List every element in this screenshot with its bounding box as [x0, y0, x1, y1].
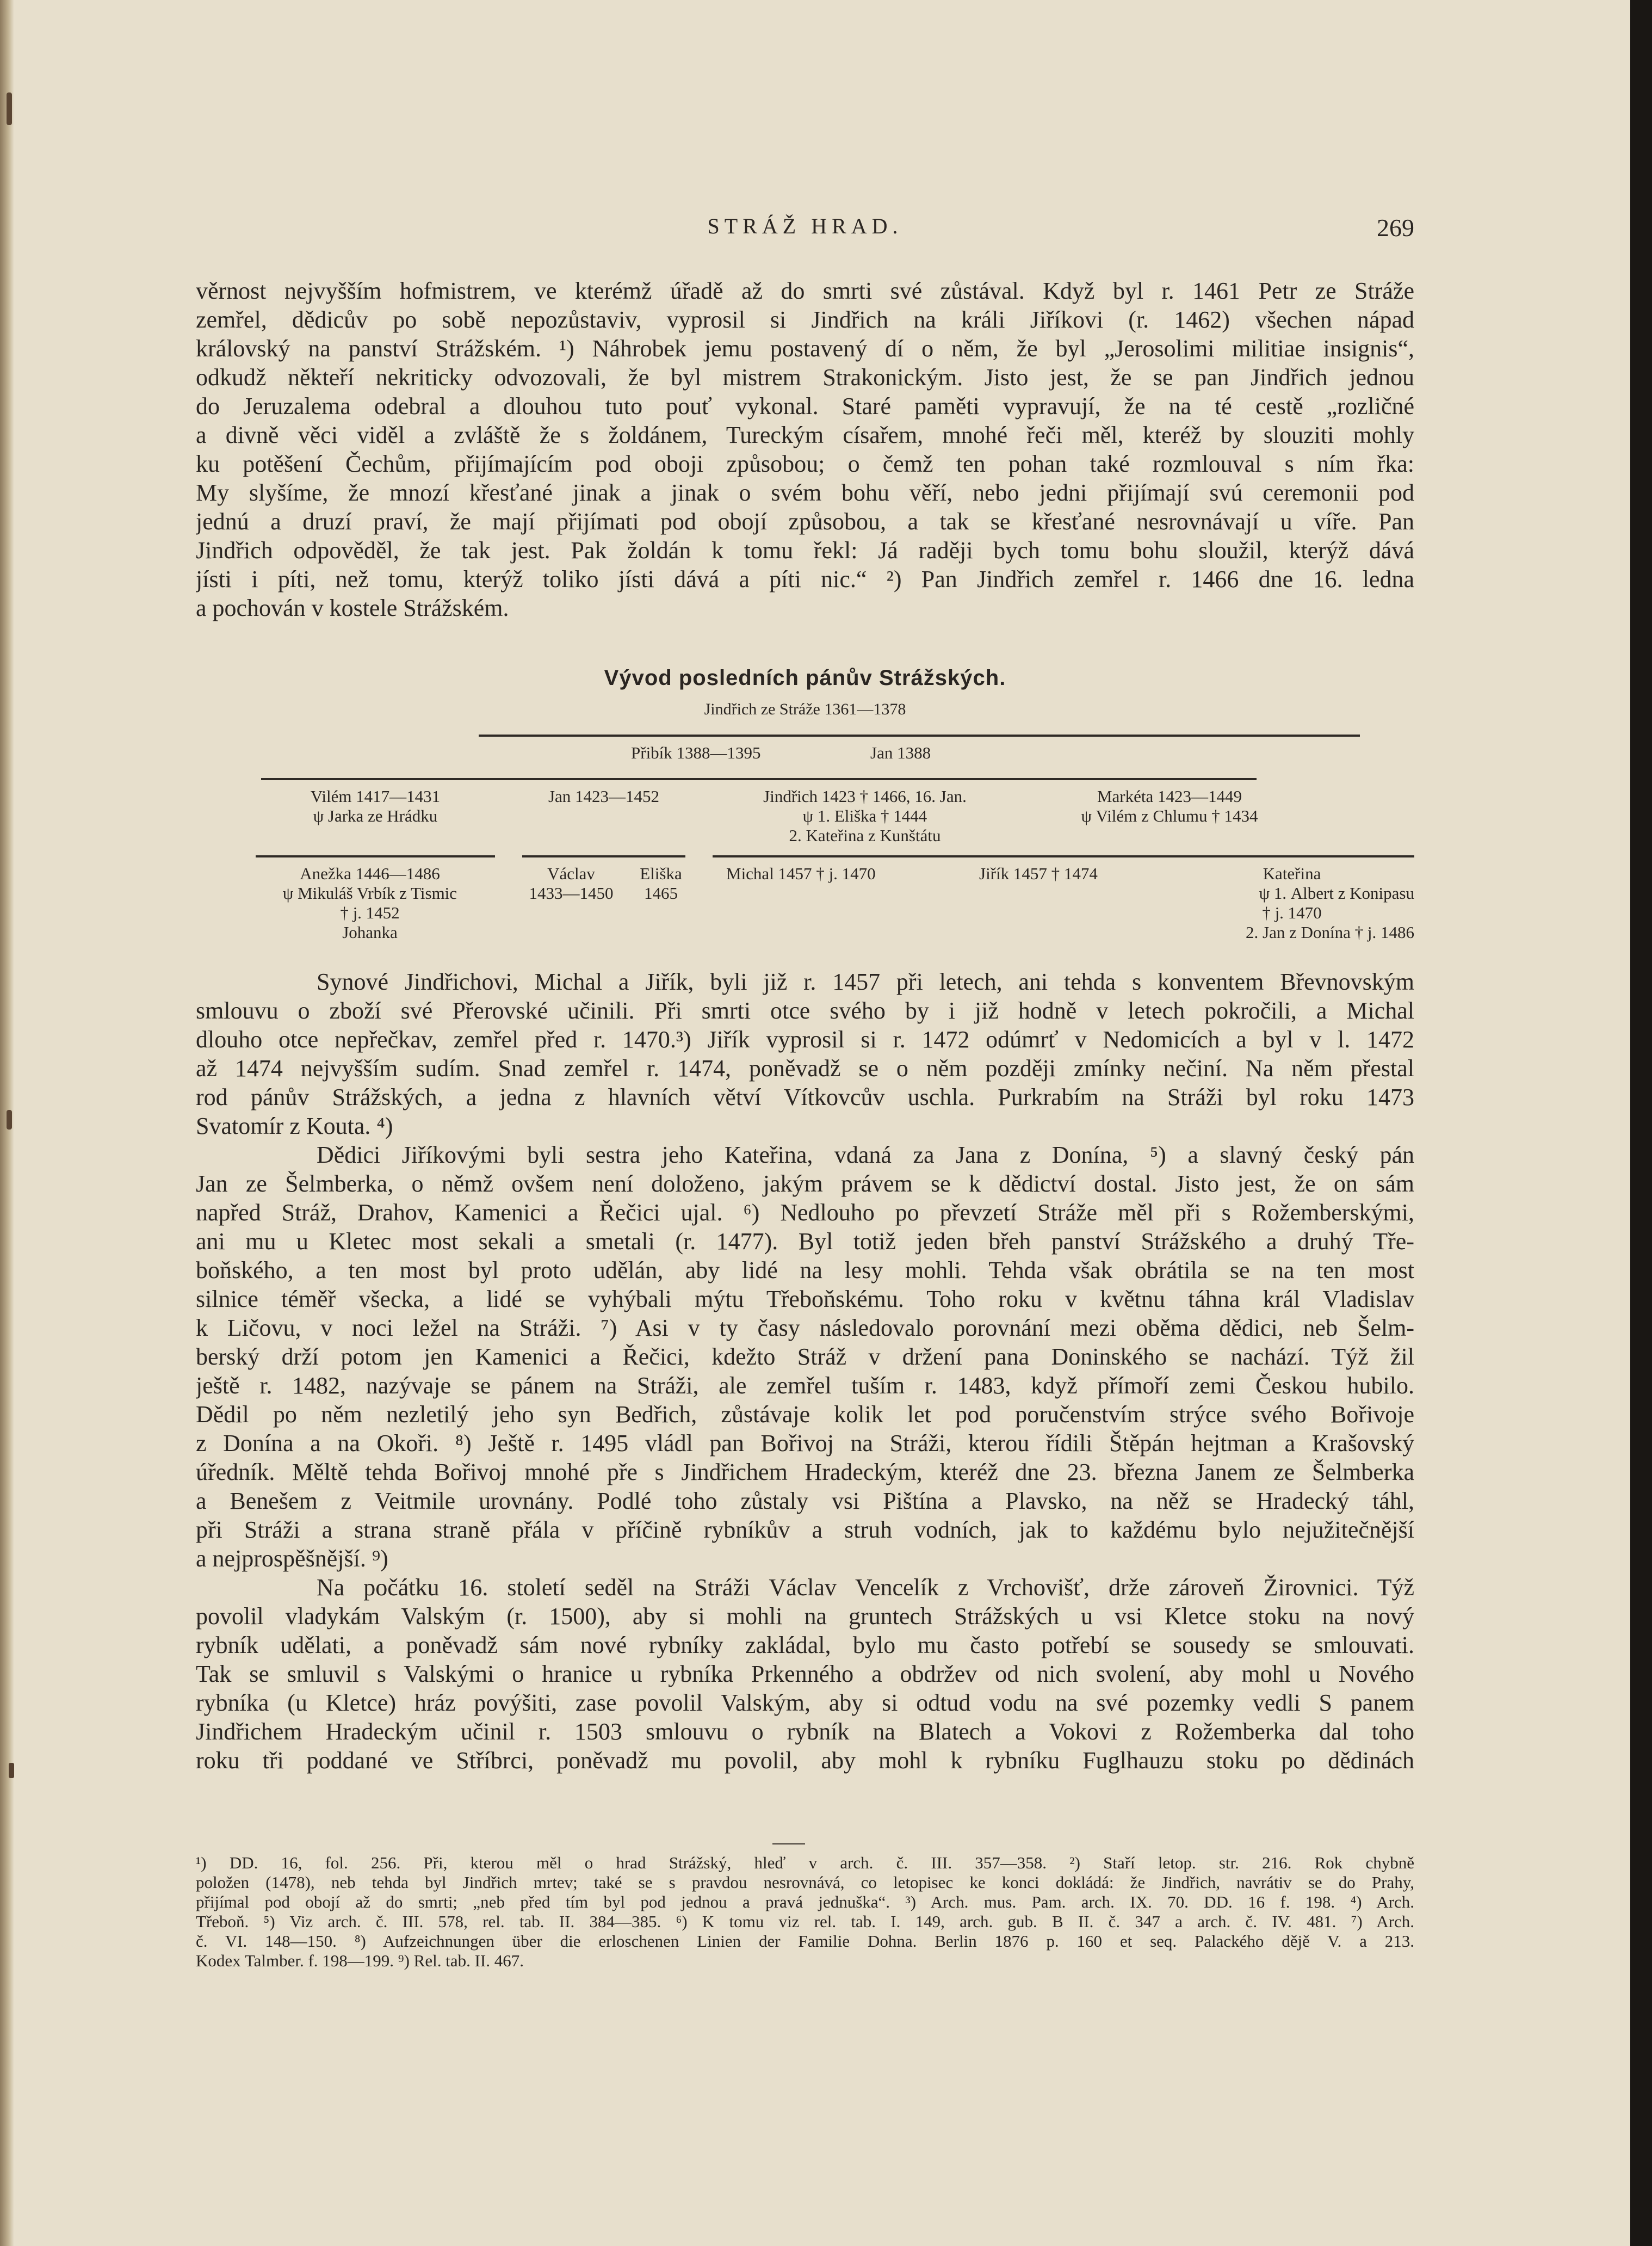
text-line: a divně věci viděl a zvláště že s žoldánem, Tureckým císařem, mnohé řeči měl, kteréž by slouziti mohly [196, 422, 1414, 448]
text-line: a Benešem z Veitmile urovnány. Podlé toho zůstaly vsi Pištína a Plavsko, na něž se Hradecký táhl, [196, 1488, 1414, 1514]
footnote-separator [772, 1843, 805, 1844]
text-line: rod pánův Strážských, a jedna z hlavních větví Vítkovcův uschla. Purkrabím na Stráži byl roku 1473 [196, 1084, 1414, 1110]
text-line: rybníka (u Kletce) hráz povýšiti, zase povolil Valským, aby si odtud vodu na své pozemky vedli S panem [196, 1689, 1414, 1716]
genealogy-jan-1423 [522, 787, 685, 806]
genealogy-katerina [1170, 864, 1414, 942]
paragraph-3 [196, 1140, 1414, 1573]
genealogy-michal: Michal 1457 † j. 1470 [726, 864, 876, 883]
text-line: z Donína a na Okoři. ⁸) Ještě r. 1495 vládl pan Bořivoj na Stráži, kterou řídili Štěpán hejtman a Krašovský [196, 1430, 1414, 1457]
genealogy-rule [522, 855, 685, 857]
footnote-line: Třeboň. ⁵) Viz arch. č. III. 578, rel. tab. II. 384—385. ⁶) K tomu viz rel. tab. I. 149, arch. gub. B II. č. 347 a arch. č. IV. 481. ⁷) Arch. [196, 1912, 1414, 1931]
paragraph-2 [196, 967, 1414, 1140]
text-line: zemřel, dědicův po sobě nepozůstaviv, vyprosil si Jindřich na králi Jiříkovi (r. 1462) všechen nápad [196, 306, 1414, 333]
footnote-line: položen (1478), neb tehda byl Jindřich mrtev; také se s pravdou nesrovnává, co letopisec ke konci dokládá: že Jindřich, navrátiv se do Prahy, [196, 1873, 1414, 1892]
text-line: rybník udělati, a poněvadž sám nové rybníky zakládal, bylo mu často potřebí se sousedy se smlouvati. [196, 1632, 1414, 1658]
genealogy-marketa [1034, 787, 1305, 826]
genealogy-entry: Eliška [640, 864, 682, 883]
text-line: Jan ze Šelmberka, o němž ovšem není doloženo, jakým právem se k dědictví dostal. Jisto jest, že on sám [196, 1170, 1414, 1197]
text-line: do Jeruzalema odebral a dlouhou tuto pouť vykonal. Staré paměti vypravují, že na té cestě „rozličné [196, 393, 1414, 419]
genealogy-jirik: Jiřík 1457 † 1474 [979, 864, 1098, 883]
margin-mark [9, 1763, 14, 1778]
text-line: Jindřichem Hradeckým učinil r. 1503 smlouvu o rybník na Blatech a Vokovi z Rožemberka dal toho [196, 1718, 1414, 1745]
genealogy-table [196, 668, 1414, 951]
text-line: a pochován v kostele Strážském. [196, 595, 509, 621]
genealogy-jan-1388: Jan 1388 [870, 743, 931, 762]
text-line: Dědici Jiříkovými byli sestra jeho Kateřina, vdaná za Jana z Donína, ⁵) a slavný český pán [317, 1141, 1414, 1168]
text-line: boňského, a ten most byl proto udělán, aby lidé na lesy mohli. Tehda však obrátila se na ten most [196, 1257, 1414, 1284]
genealogy-pribik: Přibík 1388—1395 [631, 743, 761, 762]
genealogy-entry: Kateřina [1263, 864, 1321, 883]
text-line: věrnost nejvyšším hofmistrem, ve kterémž úřadě až do smrti své zůstával. Když byl r. 1461 Petr ze Stráže [196, 277, 1414, 304]
text-line: odkudž někteří nekriticky odvozovali, že byl mistrem Strakonickým. Jisto jest, že se pan Jindřich jednou [196, 364, 1414, 391]
page-number: 269 [1377, 214, 1414, 242]
text-line: ani mu u Kletec most sekali a smetali (r. 1477). Byl totiž jeden břeh panství Strážského a druhý Tře- [196, 1228, 1414, 1255]
genealogy-rule [261, 778, 1257, 780]
paragraph-4 [196, 1573, 1414, 1775]
text-line: Synové Jindřichovi, Michal a Jiřík, byli již r. 1457 při letech, ani tehda s konventem Břevnovským [317, 968, 1414, 995]
genealogy-vilem [256, 787, 495, 826]
genealogy-entry: 2. Kateřina z Kunštátu [789, 826, 941, 845]
genealogy-vaclav [522, 864, 620, 903]
text-line: Jindřich odpověděl, že tak jest. Pak žoldán k tomu řekl: Já raději bych tomu bohu sloužil, kterýž dává [196, 537, 1414, 564]
text-line: královský na panství Strážském. ¹) Náhrobek jemu postavený dí o něm, že byl „Jerosolimi militiae insignis“, [196, 335, 1414, 362]
text-line: ještě r. 1482, nazývaje se pánem na Stráži, ale zemřel tuším r. 1483, když přímoří zemi Českou hubilo. [196, 1372, 1414, 1399]
genealogy-title: Vývod posledních pánův Strážských. [604, 666, 1006, 690]
footnotes [196, 1853, 1414, 1971]
running-head: STRÁŽ HRAD. [707, 214, 903, 238]
genealogy-entry: ψ Jarka ze Hrádku [313, 806, 438, 825]
genealogy-entry: Václav [547, 864, 595, 883]
text-line: až 1474 nejvyšším sudím. Snad zemřel r. 1474, poněvadž se o něm později zmínky nečiní. Na něm přestal [196, 1055, 1414, 1082]
text-line: berský drží potom jen Kamenici a Řečici, kdežto Stráž v držení pana Doninského se nachází. Týž žil [196, 1343, 1414, 1370]
text-line: My slyšíme, že mnozí křesťané jinak a jinak o svém bohu věří, nebo jedni přijímají svú ceremonii pod [196, 479, 1414, 506]
text-line: Na počátku 16. století seděl na Stráži Václav Vencelík z Vrchovišť, drže zároveň Žirovnici. Týž [317, 1574, 1414, 1601]
text-line: Tak se smluvil s Valskými o hranice u rybníka Prkenného a obdržev od nich svolení, aby mohl u Nového [196, 1661, 1414, 1687]
text-line: roku tři poddané ve Stříbrci, poněvadž mu povolil, aby mohl k rybníku Fuglhauzu stoku po dědinách [196, 1747, 1414, 1774]
genealogy-entry: 1465 [644, 884, 678, 903]
genealogy-entry: Johanka [342, 923, 398, 942]
text-line: povolil vladykám Valským (r. 1500), aby si mohli na gruntech Strážských u vsi Kletce stoku na nový [196, 1603, 1414, 1630]
genealogy-entry: † j. 1470 [1262, 903, 1322, 922]
text-line: jísti i píti, než tomu, kterýž toliko jísti dává a píti nic.“ ²) Pan Jindřich zemřel r. 1466 dne 16. ledna [196, 566, 1414, 593]
text-line: napřed Stráž, Drahov, Kamenici a Řečici ujal. ⁶) Nedlouho po převzetí Stráže měl při s Rožemberskými, [196, 1199, 1414, 1226]
genealogy-eliska [631, 864, 691, 903]
genealogy-root: Jindřich ze Stráže 1361—1378 [704, 700, 906, 718]
genealogy-entry: 2. Jan z Donína † j. 1486 [1246, 923, 1414, 942]
genealogy-rule [256, 855, 495, 857]
text-line: ku potěšení Čechům, přijímajícím pod oboji způsobou; o čemž ten pohan také rozmlouval s ním řka: [196, 451, 1414, 477]
genealogy-anezka [239, 864, 500, 942]
genealogy-entry: † j. 1452 [340, 903, 400, 922]
footnote-line: č. VI. 148—150. ⁸) Aufzeichnungen über die erloschenen Linien der Familie Dohna. Berlin 1876 p. 160 et seq. Palackého dějě V. a 213. [196, 1932, 1414, 1951]
text-line: jednú a druzí praví, že mají přijímati pod obojí způsobou, a tak se křesťané nesrovnávají u víře. Pan [196, 508, 1414, 535]
binding-mark [7, 1110, 12, 1130]
text-line: Dědil po něm nezletilý jeho syn Bedřich, zůstávaje kolik let pod poručenstvím strýce svého Bořivoje [196, 1401, 1414, 1428]
genealogy-entry: Markéta 1423—1449 [1097, 787, 1242, 806]
genealogy-rule [713, 855, 1414, 857]
genealogy-entry: Anežka 1446—1486 [300, 864, 440, 883]
genealogy-jindrich [713, 787, 1017, 846]
text-line: dlouho otce nepřečkav, zemřel před r. 1470.³) Jiřík vyprosil si r. 1472 odúmrť v Nedomicích a byl v l. 1472 [196, 1026, 1414, 1053]
text-line: úředník. Měltě tehda Bořivoj mnohé pře s Jindřichem Hradeckým, kteréž dne 23. března Janem ze Šelmberka [196, 1459, 1414, 1485]
paragraph-1 [196, 276, 1414, 622]
genealogy-entry: ψ Mikuláš Vrbík z Tismic [282, 884, 457, 903]
text-line: smlouvu o zboží své Přerovské učinili. Při smrti otce svého by i již hodně v letech pokročili, a Michal [196, 997, 1414, 1024]
genealogy-entry: ψ 1. Albert z Konipasu [1259, 884, 1414, 903]
genealogy-entry: ψ 1. Eliška † 1444 [802, 806, 927, 825]
footnote-line: ¹) DD. 16, fol. 256. Při, kterou měl o hrad Strážský, hleď v arch. č. III. 357—358. ²) Staří letop. str. 216. Rok chybně [196, 1853, 1414, 1872]
genealogy-entry: Jindřich 1423 † 1466, 16. Jan. [763, 787, 967, 806]
text-line: k Ličovu, v noci ležel na Stráži. ⁷) Asi v ty časy následovalo porovnání mezi oběma dědici, neb Šelm- [196, 1315, 1414, 1341]
footnote-line: Kodex Talmber. f. 198—199. ⁹) Rel. tab. II. 467. [196, 1951, 524, 1970]
binding-mark [7, 92, 12, 125]
text-line: a nejprospěšnější. ⁹) [196, 1545, 388, 1572]
genealogy-rule [479, 735, 1360, 737]
text-line: silnice téměř všecka, a lidé se vyhýbali mýtu Třeboňskému. Toho roku v květnu táhna král Vladislav [196, 1286, 1414, 1312]
genealogy-entry: 1433—1450 [529, 884, 614, 903]
scan-border [1630, 0, 1652, 2246]
footnote-line: přijímal pod obojí až do smrti; „neb před tím byl pod jednou a pravá jednuška“. ³) Arch. mus. Pam. arch. IX. 70. DD. 16 f. 198. ⁴) Arch. [196, 1892, 1414, 1911]
genealogy-entry: Vilém 1417—1431 [310, 787, 441, 806]
genealogy-entry: ψ Vilém z Chlumu † 1434 [1081, 806, 1258, 825]
text-line: Svatomír z Kouta. ⁴) [196, 1113, 393, 1139]
genealogy-entry: Jan 1423—1452 [548, 787, 660, 806]
page-header [196, 213, 1414, 246]
text-line: při Stráži a strana straně přála v příčině rybníkův a struh vodních, jak to každému bylo nejužitečnější [196, 1516, 1414, 1543]
